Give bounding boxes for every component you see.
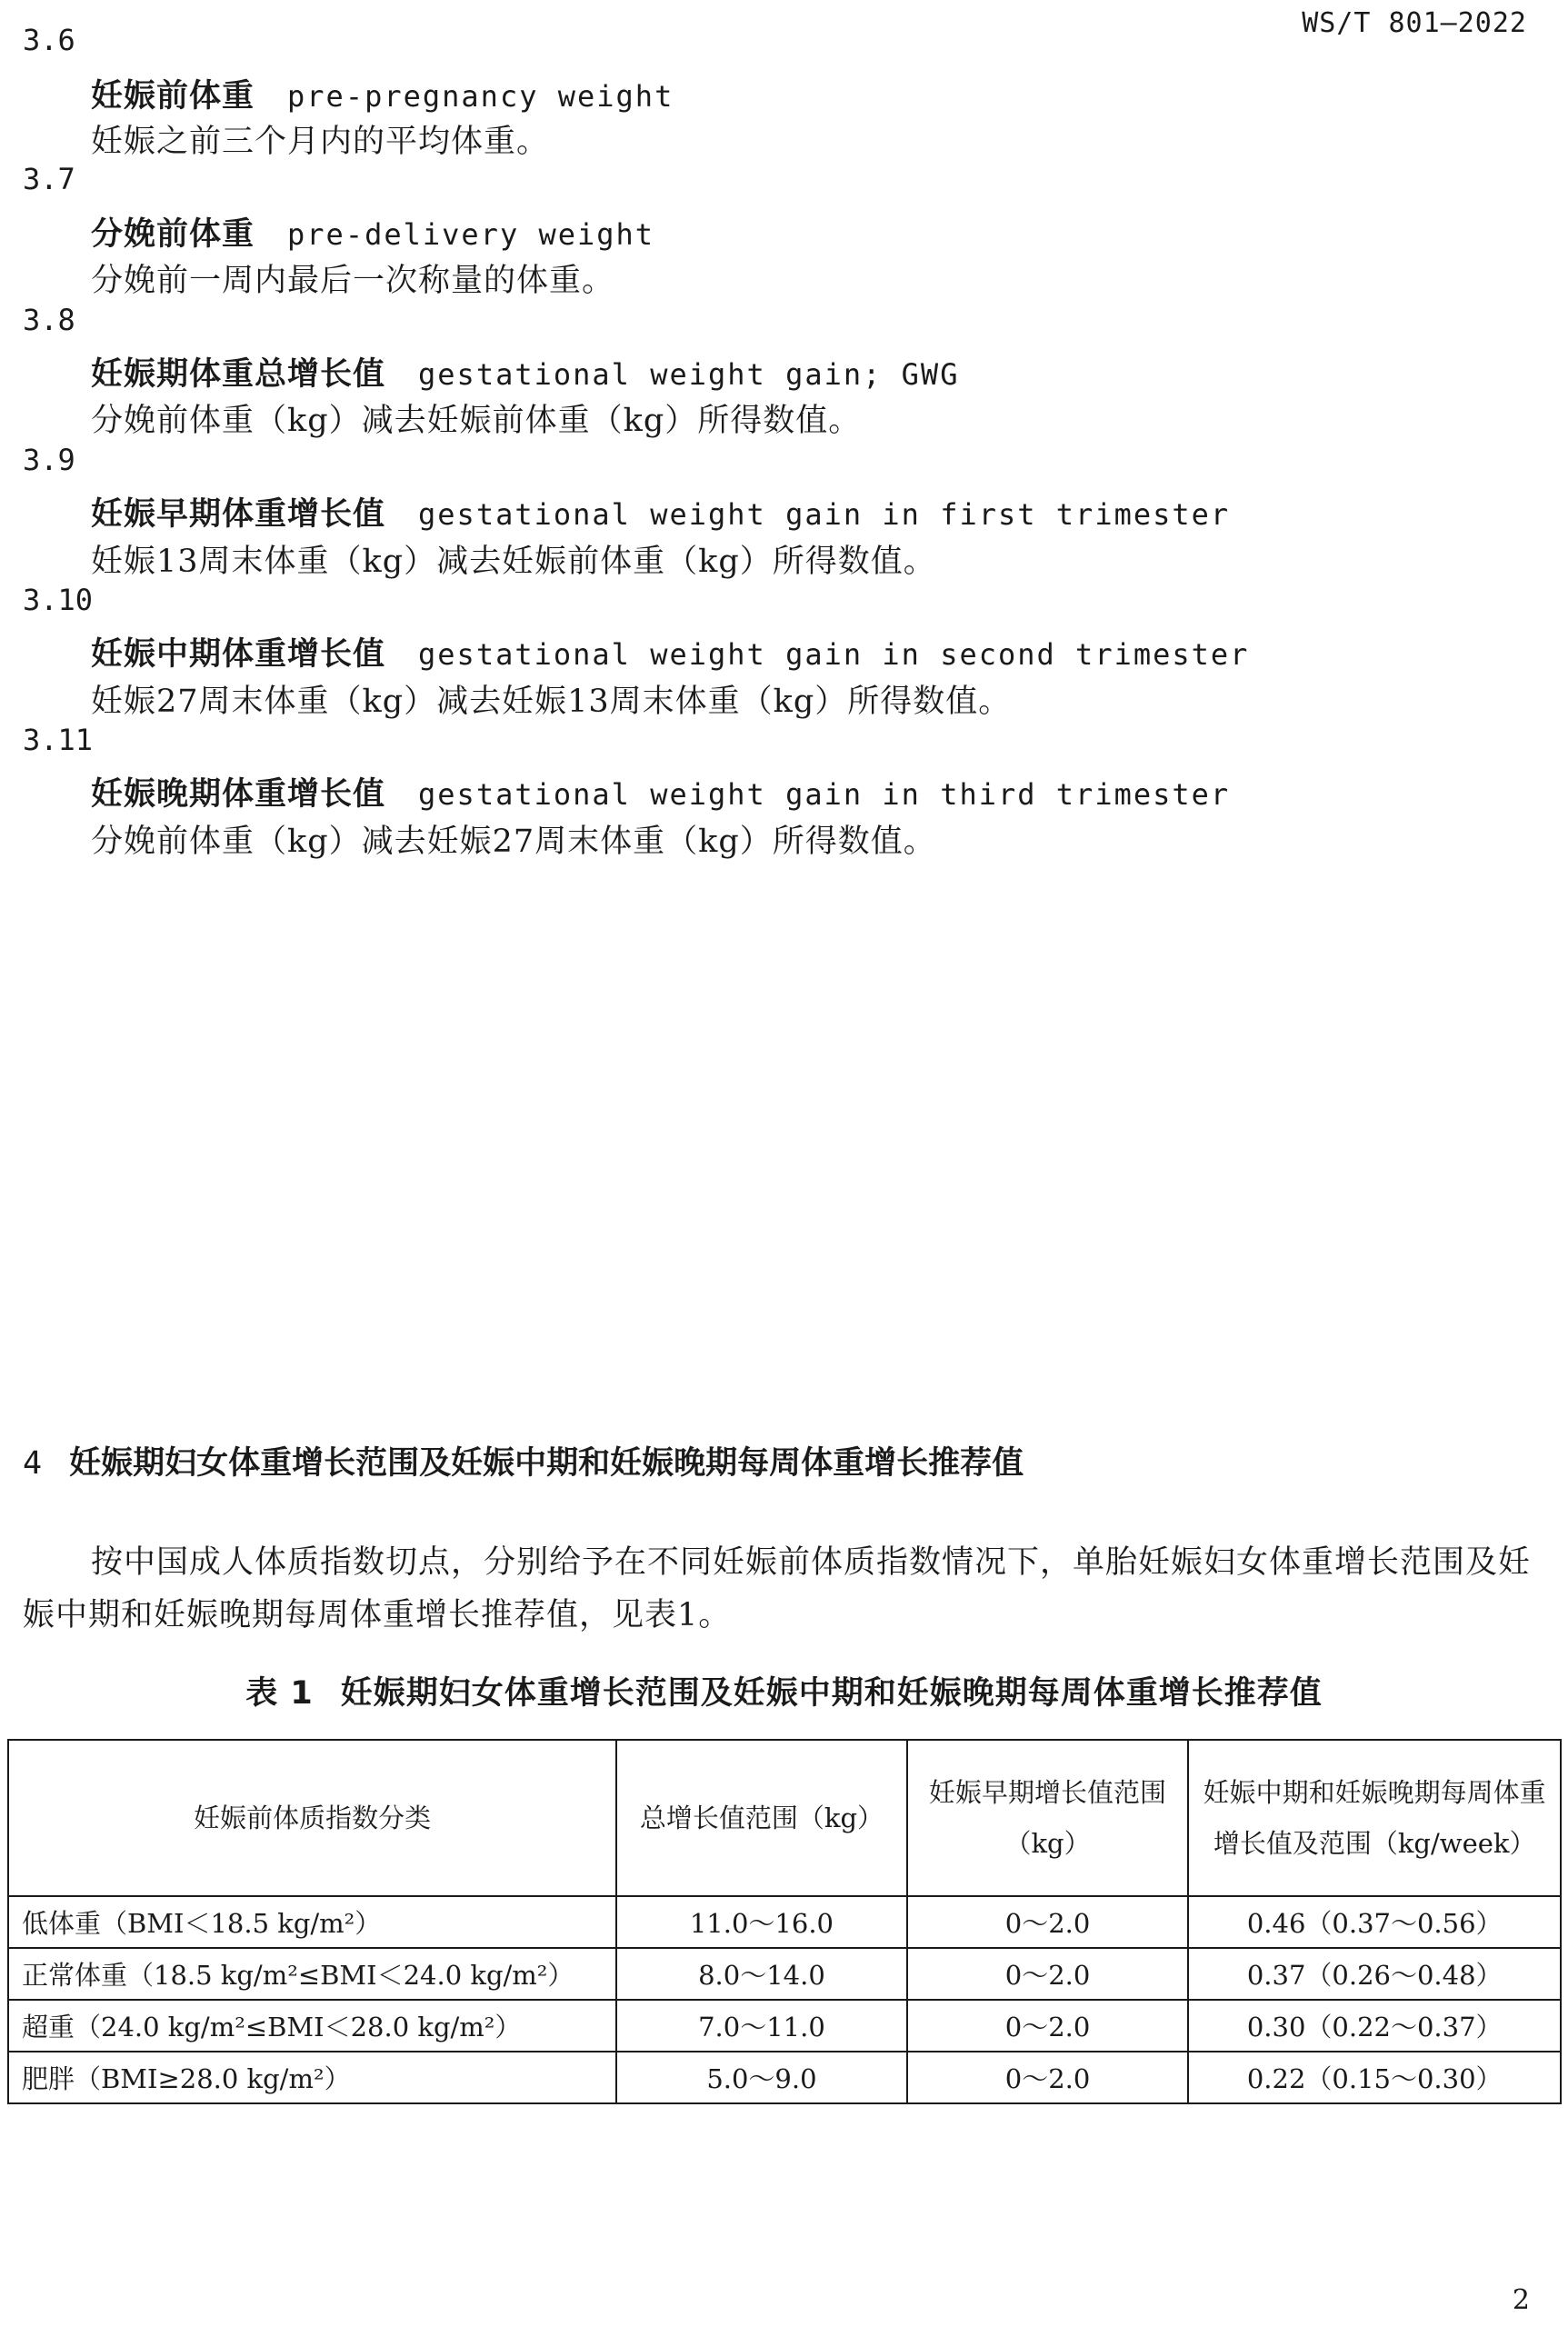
- first-trimester-cell: 0～2.0: [907, 1896, 1189, 1948]
- table-caption-title: 妊娠期妇女体重增长范围及妊娠中期和妊娠晚期每周体重增长推荐值: [340, 1675, 1323, 1712]
- category-cell: 超重（24.0 kg/m²≤BMI＜28.0 kg/m²）: [8, 2000, 616, 2052]
- term-english: gestational weight gain in third trimester: [418, 777, 1231, 812]
- body-paragraph: 按中国成人体质指数切点，分别给予在不同妊娠前体质指数情况下，单胎妊娠妇女体重增长范围及妊娠中期和妊娠晚期每周体重增长推荐值，见表1。: [23, 1544, 1532, 1633]
- term-line: [91, 209, 654, 255]
- clause-number: 3.9: [23, 443, 75, 477]
- total-gain-cell: 11.0～16.0: [616, 1896, 907, 1948]
- category-cell: 低体重（BMI＜18.5 kg/m²）: [8, 1896, 616, 1948]
- term-definition: 分娩前一周内最后一次称量的体重。: [91, 263, 615, 299]
- weekly-gain-cell: 0.22（0.15～0.30）: [1188, 2052, 1561, 2103]
- total-gain-cell: 7.0～11.0: [616, 2000, 907, 2052]
- section-title: 妊娠期妇女体重增长范围及妊娠中期和妊娠晚期每周体重增长推荐值: [69, 1445, 1024, 1482]
- term-english: gestational weight gain; GWG: [418, 357, 960, 392]
- table-row: [8, 1948, 1561, 2000]
- term-definition: 分娩前体重（kg）减去妊娠前体重（kg）所得数值。: [91, 403, 862, 439]
- total-gain-cell: 8.0～14.0: [616, 1948, 907, 2000]
- term-line: [91, 489, 1230, 534]
- table-row: [8, 1896, 1561, 1948]
- clause-number: 3.6: [23, 23, 75, 57]
- standard-code: WS/T 801—2022: [1302, 7, 1527, 39]
- first-trimester-cell: 0～2.0: [907, 2052, 1189, 2103]
- term-chinese: 妊娠晚期体重增长值: [91, 776, 386, 813]
- term-english: pre-delivery weight: [287, 217, 655, 252]
- term-english: gestational weight gain in second trimester: [418, 637, 1250, 672]
- table-row: [8, 2000, 1561, 2052]
- term-english: pre-pregnancy weight: [287, 79, 674, 114]
- first-trimester-cell: 0～2.0: [907, 1948, 1189, 2000]
- page-number: 2: [1512, 2284, 1530, 2316]
- clause-number: 3.7: [23, 162, 75, 196]
- term-definition: 妊娠之前三个月内的平均体重。: [91, 124, 550, 160]
- term-chinese: 妊娠早期体重增长值: [91, 496, 386, 533]
- term-definition: 妊娠13周末体重（kg）减去妊娠前体重（kg）所得数值。: [91, 544, 936, 580]
- term-line: [91, 71, 674, 116]
- weekly-gain-cell: 0.30（0.22～0.37）: [1188, 2000, 1561, 2052]
- term-chinese: 分娩前体重: [91, 216, 255, 253]
- header-category: 妊娠前体质指数分类: [8, 1740, 616, 1896]
- section-heading: [23, 1438, 1024, 1483]
- term-english: gestational weight gain in first trimester: [418, 497, 1231, 532]
- table-caption-number: 表 1: [245, 1675, 314, 1712]
- term-line: [91, 349, 959, 394]
- clause-number: 3.8: [23, 303, 75, 337]
- term-chinese: 妊娠前体重: [91, 78, 255, 115]
- category-cell: 正常体重（18.5 kg/m²≤BMI＜24.0 kg/m²）: [8, 1948, 616, 2000]
- table-caption: [0, 1668, 1568, 1713]
- table-header-row: [8, 1740, 1561, 1896]
- term-chinese: 妊娠中期体重增长值: [91, 636, 386, 673]
- term-definition: 妊娠27周末体重（kg）减去妊娠13周末体重（kg）所得数值。: [91, 684, 1012, 720]
- first-trimester-cell: 0～2.0: [907, 2000, 1189, 2052]
- weight-gain-table: [7, 1739, 1562, 2104]
- header-weekly-gain: 妊娠中期和妊娠晚期每周体重增长值及范围（kg/week）: [1188, 1740, 1561, 1896]
- term-line: [91, 629, 1249, 674]
- section-number: 4: [23, 1445, 43, 1482]
- term-line: [91, 769, 1230, 814]
- table-row: [8, 2052, 1561, 2103]
- term-chinese: 妊娠期体重总增长值: [91, 356, 386, 393]
- weekly-gain-cell: 0.37（0.26～0.48）: [1188, 1948, 1561, 2000]
- term-definition: 分娩前体重（kg）减去妊娠27周末体重（kg）所得数值。: [91, 824, 936, 860]
- total-gain-cell: 5.0～9.0: [616, 2052, 907, 2103]
- weekly-gain-cell: 0.46（0.37～0.56）: [1188, 1896, 1561, 1948]
- header-total-gain: 总增长值范围（kg）: [616, 1740, 907, 1896]
- clause-number: 3.10: [23, 583, 94, 617]
- header-first-trimester: 妊娠早期增长值范围（kg）: [907, 1740, 1189, 1896]
- clause-number: 3.11: [23, 723, 94, 757]
- category-cell: 肥胖（BMI≥28.0 kg/m²）: [8, 2052, 616, 2103]
